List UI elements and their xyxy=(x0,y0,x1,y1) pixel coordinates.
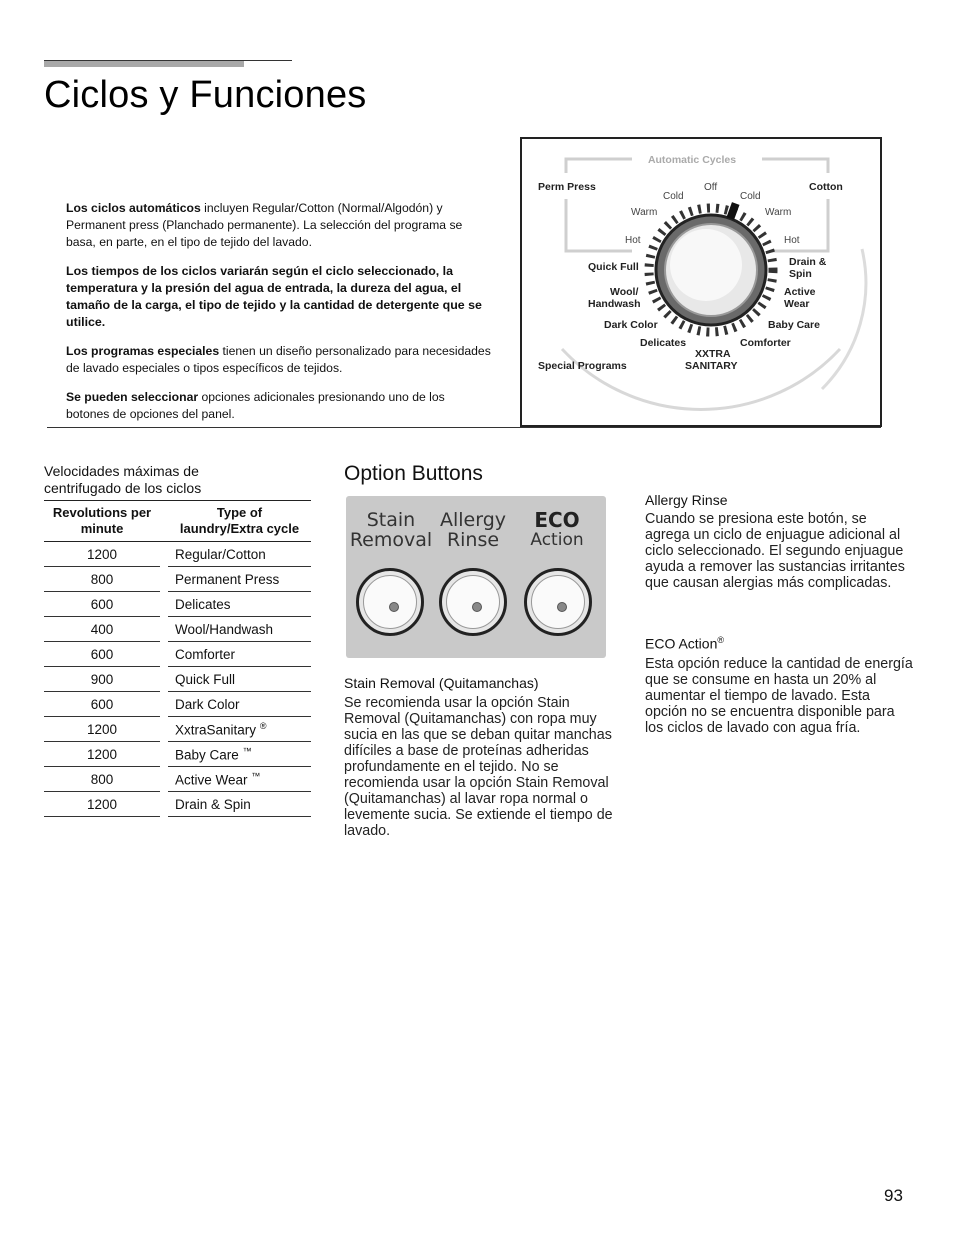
allergy-rinse-body: Cuando se presiona este botón, se agrega un ciclo de enjuague adicional al ciclo seleccionado. El segundo enjuague ayuda a remover las sustancias irritantes que causan alergias más complicadas. xyxy=(645,511,905,591)
intro-p1-lead: Los ciclos automáticos xyxy=(66,201,201,215)
stain-removal-body: Se recomienda usar la opción Stain Removal (Quitamanchas) con ropa muy sucia en las que se deban quitar manchas difíciles a base de proteínas adheridas profundamente en el tejido. No se recomienda usar la opción Stain Removal (Quitamanchas) al lavar ropa normal o levemente sucia. Se extiende el tiempo de lavado. xyxy=(344,695,613,839)
table-row xyxy=(44,592,311,617)
intro-p4-rest: opciones adicionales presionando uno de los botones de opciones del panel. xyxy=(66,390,445,421)
cycle-cell xyxy=(168,667,311,692)
eco-action-button[interactable] xyxy=(524,568,592,636)
wool-label-1: Wool/ xyxy=(610,286,639,298)
automatic-cycles-label: Automatic Cycles xyxy=(647,154,737,166)
table-row xyxy=(44,767,311,792)
intro-paragraph-4 xyxy=(66,389,491,423)
cotton-label: Cotton xyxy=(809,181,843,193)
page-title: Ciclos y Funciones xyxy=(44,74,367,116)
eco-action-indicator-icon xyxy=(557,602,567,612)
cycle-cell xyxy=(168,567,311,592)
cycle-cell xyxy=(168,767,311,792)
auto-bracket-right xyxy=(762,159,828,173)
table-row xyxy=(44,742,311,767)
eco-action-heading xyxy=(645,632,913,653)
speeds-heading-line-2: centrifugado de los ciclos xyxy=(44,480,202,496)
rpm-cell: 400 xyxy=(44,617,160,642)
rpm-cell: 1200 xyxy=(44,742,160,767)
cold-right-label: Cold xyxy=(740,191,761,202)
cold-left-label: Cold xyxy=(663,191,684,202)
stain-removal-indicator-icon xyxy=(389,602,399,612)
cycle-name: Permanent Press xyxy=(175,571,280,587)
allergy-label-2: Rinse xyxy=(446,529,500,551)
rpm-cell: 900 xyxy=(44,667,160,692)
allergy-rinse-indicator-icon xyxy=(472,602,482,612)
intro-text xyxy=(66,200,491,435)
intro-paragraph-1 xyxy=(66,200,491,251)
trademark-mark: ™ xyxy=(251,770,261,781)
option-buttons-title: Option Buttons xyxy=(344,462,483,485)
table-row xyxy=(44,617,311,642)
rpm-cell: 800 xyxy=(44,567,160,592)
cycle-cell xyxy=(168,692,311,717)
cycle-name: Dark Color xyxy=(175,696,240,712)
cycle-cell xyxy=(168,792,311,817)
rpm-cell: 1200 xyxy=(44,792,160,817)
dark-color-label: Dark Color xyxy=(604,319,658,331)
off-label: Off xyxy=(704,182,718,193)
baby-care-label: Baby Care xyxy=(768,319,820,331)
table-row xyxy=(44,792,311,817)
eco-action-label xyxy=(514,510,600,550)
wool-label-2: Handwash xyxy=(588,298,641,310)
cycle-name: Quick Full xyxy=(175,671,236,687)
table-row xyxy=(44,542,311,567)
stain-removal-button[interactable] xyxy=(356,568,424,636)
rpm-cell: 1200 xyxy=(44,542,160,567)
intro-p1-rest: incluyen Regular/Cotton (Normal/Algodón) y Permanent press (Planchado permanente). La selección del programa se basa, en parte, en el tipo de tejido del lavado. xyxy=(66,201,463,249)
cycle-name: Drain & Spin xyxy=(175,796,251,812)
table-row xyxy=(44,667,311,692)
cycle-cell xyxy=(168,542,311,567)
cycle-name: Baby Care xyxy=(175,747,239,763)
table-row xyxy=(44,642,311,667)
stain-removal-section xyxy=(344,675,616,839)
col-type-line-1: Type of xyxy=(216,505,263,520)
eco-action-section xyxy=(645,632,913,736)
intro-paragraph-2: Los tiempos de los ciclos variarán según el ciclo seleccionado, la temperatura y la presión del agua de entrada, la dureza del agua, el tamaño de la carga, el tipo de tejido y la cantidad de detergente que se utilice. xyxy=(66,264,482,329)
section-divider xyxy=(47,427,881,428)
col-rpm-line-1: Revolutions per xyxy=(52,505,152,520)
eco-heading-text: ECO Action xyxy=(645,635,718,652)
table-header-row xyxy=(44,501,311,542)
hot-right-label: Hot xyxy=(784,235,800,246)
col-rpm-header xyxy=(44,501,160,542)
col-rpm-line-2: minute xyxy=(80,521,124,536)
cycle-name: XxtraSanitary xyxy=(175,722,257,738)
cycle-cell xyxy=(168,617,311,642)
intro-p3-lead: Los programas especiales xyxy=(66,344,220,358)
cycle-name: Active Wear xyxy=(175,772,248,788)
comforter-label: Comforter xyxy=(740,337,791,349)
special-programs-label: Special Programs xyxy=(538,360,627,372)
rpm-cell: 1200 xyxy=(44,717,160,742)
cycle-cell xyxy=(168,717,311,742)
allergy-rinse-heading: Allergy Rinse xyxy=(645,492,728,508)
dial-knob xyxy=(649,202,773,332)
eco-label-1: ECO xyxy=(534,508,580,532)
allergy-rinse-label xyxy=(430,510,516,550)
rpm-cell: 600 xyxy=(44,642,160,667)
cycle-cell xyxy=(168,642,311,667)
intro-paragraph-3 xyxy=(66,343,491,377)
auto-bracket-lower-left xyxy=(566,199,632,251)
xxtra-label-2: SANITARY xyxy=(685,360,738,372)
intro-p3-rest: tienen un diseño personalizado para necesidades de lavado especiales o tipos específicos de tejidos. xyxy=(66,344,491,375)
active-label-1: Active xyxy=(784,286,816,298)
cycle-cell xyxy=(168,742,311,767)
col-type-header xyxy=(168,501,311,542)
stain-removal-label xyxy=(348,510,434,550)
col-type-line-2: laundry/Extra cycle xyxy=(179,521,300,536)
xxtra-label-1: XXTRA xyxy=(695,348,731,360)
eco-action-body: Esta opción reduce la cantidad de energía que se consume en hasta un 20% al aumentar el tiempo de lavado. Esta opción no se encuentra disponible para los ciclos de lavado con agua fría. xyxy=(645,655,913,736)
drain-label-1: Drain & xyxy=(789,256,827,268)
warm-left-label: Warm xyxy=(631,207,658,218)
allergy-label-1: Allergy xyxy=(439,509,507,531)
title-rule-accent xyxy=(44,61,244,67)
stain-label-2: Removal xyxy=(349,529,433,551)
rpm-cell: 600 xyxy=(44,692,160,717)
stain-label-1: Stain xyxy=(366,509,416,531)
intro-p4-lead: Se pueden seleccionar xyxy=(66,390,199,404)
drain-label-2: Spin xyxy=(789,268,812,280)
allergy-rinse-section xyxy=(645,492,913,591)
spin-speed-table xyxy=(44,500,311,817)
eco-label-2: Action xyxy=(530,530,584,550)
quick-full-label: Quick Full xyxy=(588,261,639,273)
cycle-name: Delicates xyxy=(175,596,231,612)
cycle-name: Regular/Cotton xyxy=(175,546,266,562)
table-row xyxy=(44,567,311,592)
allergy-rinse-button[interactable] xyxy=(439,568,507,636)
perm-press-label: Perm Press xyxy=(538,181,596,193)
option-buttons-panel xyxy=(346,496,606,658)
right-arc xyxy=(822,249,866,389)
rpm-cell: 600 xyxy=(44,592,160,617)
trademark-mark: ™ xyxy=(242,745,252,756)
table-row xyxy=(44,717,311,742)
delicates-label: Delicates xyxy=(640,337,687,349)
cycle-cell xyxy=(168,592,311,617)
active-label-2: Wear xyxy=(784,298,810,310)
cycle-dial-illustration xyxy=(520,137,882,427)
stain-removal-heading: Stain Removal (Quitamanchas) xyxy=(344,675,539,691)
cycle-name: Wool/Handwash xyxy=(175,621,274,637)
page-number: 93 xyxy=(884,1186,903,1205)
auto-bracket-left xyxy=(566,159,632,173)
speeds-heading xyxy=(44,463,314,497)
cycle-dial-svg xyxy=(522,139,880,425)
eco-heading-mark: ® xyxy=(717,635,725,645)
warm-right-label: Warm xyxy=(765,207,792,218)
hot-left-label: Hot xyxy=(625,235,641,246)
speeds-heading-line-1: Velocidades máximas de xyxy=(44,463,199,479)
table-row xyxy=(44,692,311,717)
trademark-mark: ® xyxy=(259,720,267,731)
rpm-cell: 800 xyxy=(44,767,160,792)
cycle-name: Comforter xyxy=(175,646,236,662)
